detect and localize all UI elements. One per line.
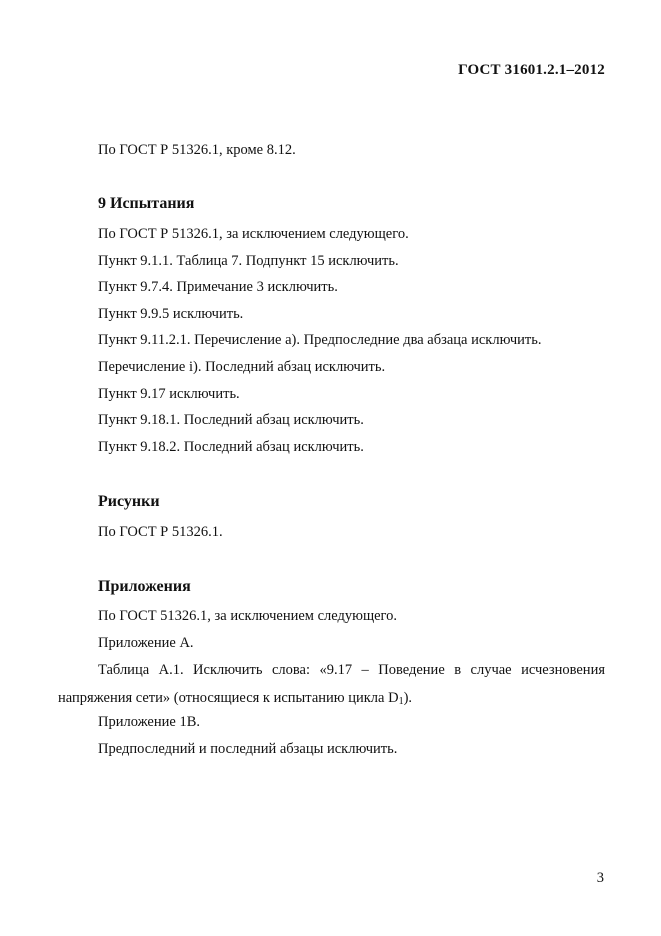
appendices-heading: Приложения [98,578,191,595]
figures-heading: Рисунки [98,493,160,510]
section-9-line: Пункт 9.11.2.1. Перечисление а). Предпоследние два абзаца исключить. [98,332,542,348]
page-number: 3 [596,870,604,886]
table-a1-paragraph [58,656,605,712]
appendix-1b-line: Приложение 1В. [98,714,200,730]
appendices-line: По ГОСТ 51326.1, за исключением следующего. [98,608,398,624]
figures-line: По ГОСТ Р 51326.1. [98,524,223,540]
appendix-a-line: Приложение А. [98,635,194,651]
table-a1-closing: ). [403,690,413,706]
section-9-line: По ГОСТ Р 51326.1, за исключением следующего. [98,226,409,242]
section-9-line: Пункт 9.9.5 исключить. [98,306,244,322]
table-a1-first-line: Таблица А.1. Исключить слова: «9.17 – Поведение в случае исчезновения [98,662,605,678]
intro-line: По ГОСТ Р 51326.1, кроме 8.12. [98,142,296,158]
section-9-line: Перечисление i). Последний абзац исключить. [98,359,386,375]
appendix-1b-detail: Предпоследний и последний абзацы исключить. [98,741,398,757]
section-9-heading: 9 Испытания [98,195,195,212]
section-9-line: Пункт 9.1.1. Таблица 7. Подпункт 15 исключить. [98,253,399,269]
section-9-line: Пункт 9.7.4. Примечание 3 исключить. [98,279,338,295]
table-a1-second-text: напряжения сети» (относящиеся к испытанию цикла D [58,690,399,706]
subscript-index: 1 [398,696,404,707]
section-9-line: Пункт 9.18.1. Последний абзац исключить. [98,412,364,428]
standard-code: ГОСТ 31601.2.1–2012 [458,62,605,78]
table-a1-second-line [58,684,605,712]
section-9-line: Пункт 9.17 исключить. [98,386,240,402]
section-9-line: Пункт 9.18.2. Последний абзац исключить. [98,439,364,455]
